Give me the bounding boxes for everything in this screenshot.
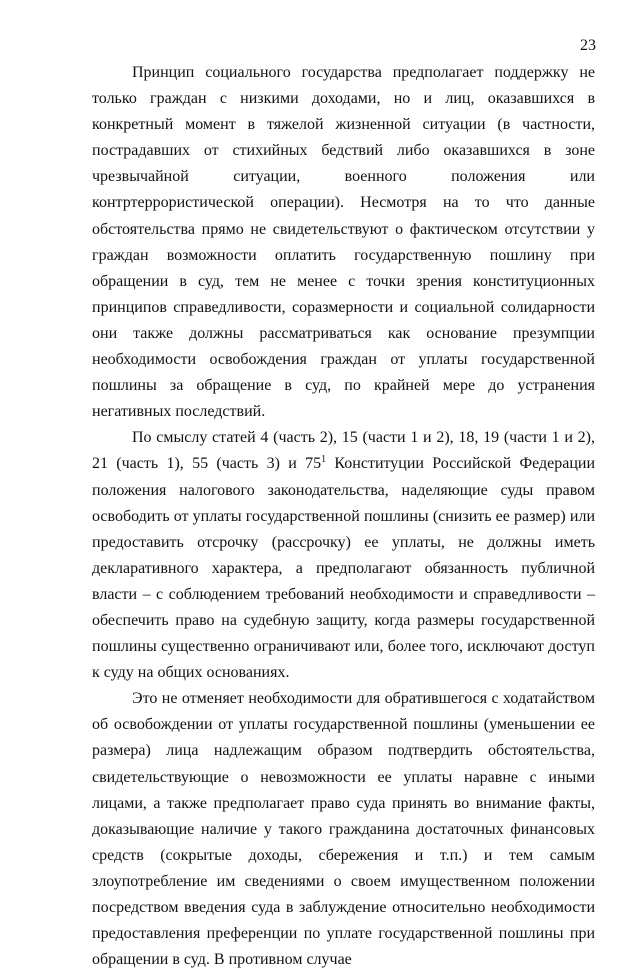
- paragraph-text-before-superscript: По смыслу статей 4 (часть 2), 15 (части 1 и 2), 18, 19 (части 1 и 2), 21 (часть 1), 55 (часть 3) и 75: [92, 429, 595, 473]
- document-body: [92, 60, 595, 973]
- page-number: 23: [580, 37, 596, 54]
- article-superscript: 1: [321, 454, 327, 466]
- paragraph-constitution-articles: [92, 425, 595, 686]
- paragraph-text-after-superscript: Конституции Российской Федерации положения налогового законодательства, наделяющие суды правом освободить от уплаты государственной пошлины (снизить ее размер) или предоставить отсрочку (рассрочку) ее уплаты, не должны иметь декларативного характера, а предполагают обязанность публичной власти – с соблюдением требований необходимости и справедливости – обеспечить право на судебную защиту, когда размеры государственной пошлины существенно ограничивают или, более того, исключают доступ к суду на общих основаниях.: [92, 455, 596, 682]
- paragraph-petition-exemption: Это не отменяет необходимости для обратившегося с ходатайством об освобождении от уплаты государственной пошлины (уменьшении ее размера) лица надлежащим образом подтвердить обстоятельства, свидетельствующие о невозможности ее уплаты наравне с иными лицами, а также предполагает право суда принять во внимание факты, доказывающие наличие у такого гражданина достаточных финансовых средств (сокрытые доходы, сбережения и т.п.) и тем самым злоупотребление им сведениями о своем имущественном положении посредством введения суда в заблуждение относительно необходимости предоставления преференции по уплате государственной пошлины при обращении в суд. В противном случае: [92, 690, 595, 969]
- paragraph-social-state: Принцип социального государства предполагает поддержку не только граждан с низкими доходами, но и лиц, оказавшихся в конкретный момент в тяжелой жизненной ситуации (в частности, пострадавших от стихийных бедствий либо оказавшихся в зоне чрезвычайной ситуации, военного положения или контртеррористической операции). Несмотря на то что данные обстоятельства прямо не свидетельствуют о фактическом отсутствии у граждан возможности оплатить государственную пошлину при обращении в суд, тем не менее с точки зрения конституционных принципов справедливости, соразмерности и социальной солидарности они также должны рассматриваться как основание презумпции необходимости освобождения граждан от уплаты государственной пошлины за обращение в суд, по крайней мере до устранения негативных последствий.: [92, 64, 595, 421]
